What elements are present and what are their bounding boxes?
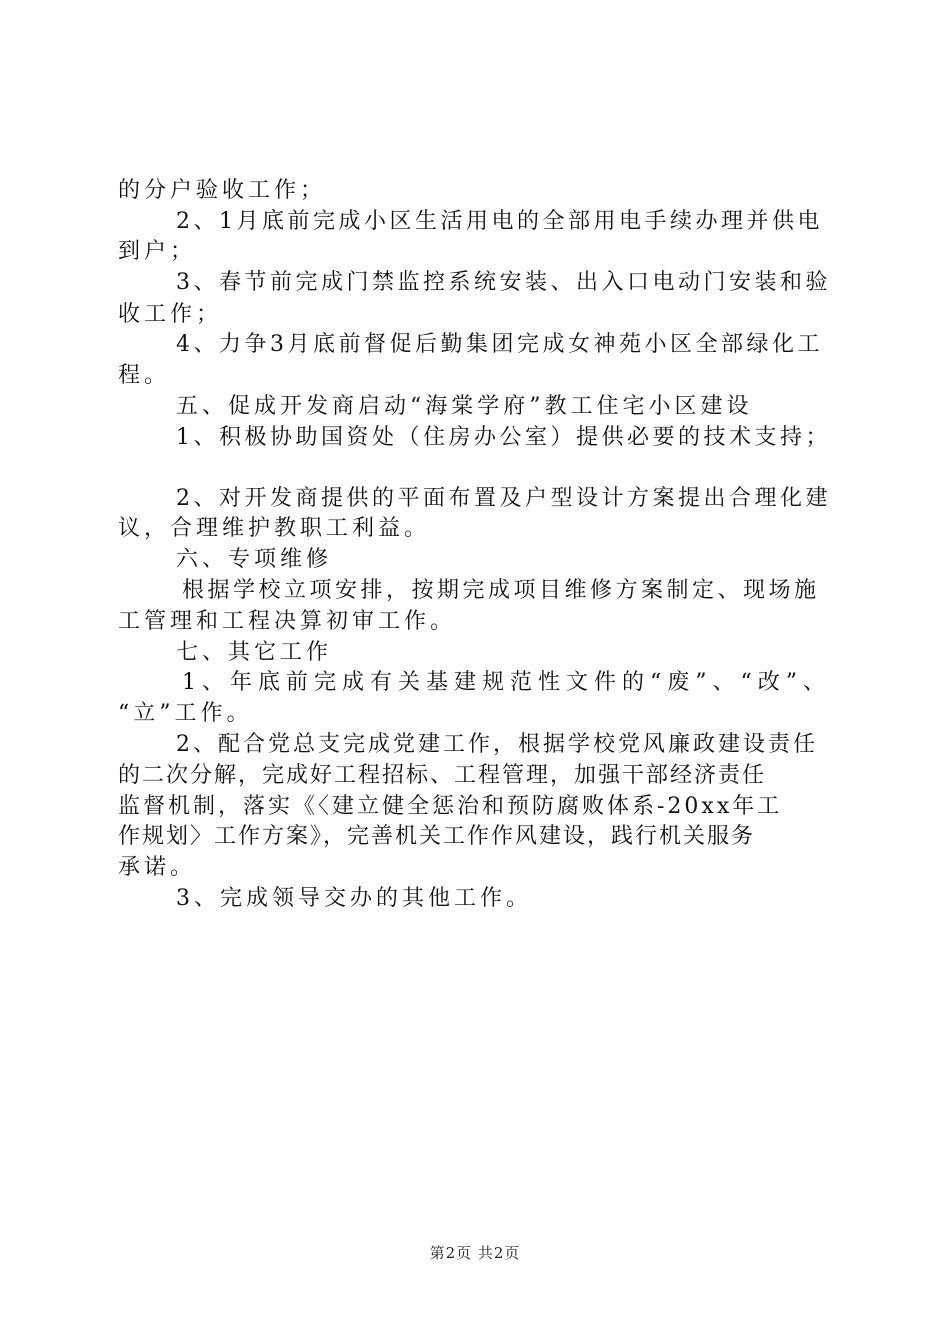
text-line: 2、对开发商提供的平面布置及户型设计方案提出合理化建: [176, 486, 831, 511]
text-line: 的分户验收工作；: [118, 178, 327, 203]
text-line: 工管理和工程决算初审工作。: [118, 609, 457, 634]
text-line: 1、年底前完成有关基建规范性文件的“废”、“改”、: [182, 670, 831, 695]
text-line: “立”工作。: [118, 701, 253, 726]
text-line: 承诺。: [118, 855, 197, 880]
text-line: 收工作；: [118, 302, 223, 327]
text-line: 作规划〉工作方案》，完善机关工作作风建设，践行机关服务: [118, 824, 756, 849]
text-line: 2、1月底前完成小区生活用电的全部用电手续办理并供电: [176, 209, 823, 234]
text-line: 3、完成领导交办的其他工作。: [176, 886, 532, 911]
page-footer: 第2页 共2页: [429, 1244, 521, 1262]
section-heading: 五、促成开发商启动“海棠学府”教工住宅小区建设: [176, 394, 753, 419]
section-heading: 七、其它工作: [176, 640, 333, 665]
text-line: 3、春节前完成门禁监控系统安装、出入口电动门安装和验: [176, 270, 831, 295]
text-line: 2、配合党总支完成党建工作，根据学校党风廉政建设责任: [176, 732, 818, 757]
text-line: 程。: [118, 363, 171, 388]
text-line: 议，合理维护教职工利益。: [118, 516, 431, 541]
text-line: 1、积极协助国资处（住房办公室）提供必要的技术支持；: [176, 425, 831, 450]
section-heading: 六、专项维修: [176, 547, 333, 572]
text-line: 4、力争3月底前督促后勤集团完成女神苑小区全部绿化工: [176, 332, 823, 357]
text-line: 的二次分解，完成好工程招标、工程管理，加强干部经济责任: [118, 763, 767, 788]
text-line: 到户；: [118, 239, 197, 264]
text-line: 根据学校立项安排，按期完成项目维修方案制定、现场施: [182, 578, 820, 603]
text-line: 监督机制，落实《〈建立健全惩治和预防腐败体系-20xx年工: [118, 794, 783, 819]
